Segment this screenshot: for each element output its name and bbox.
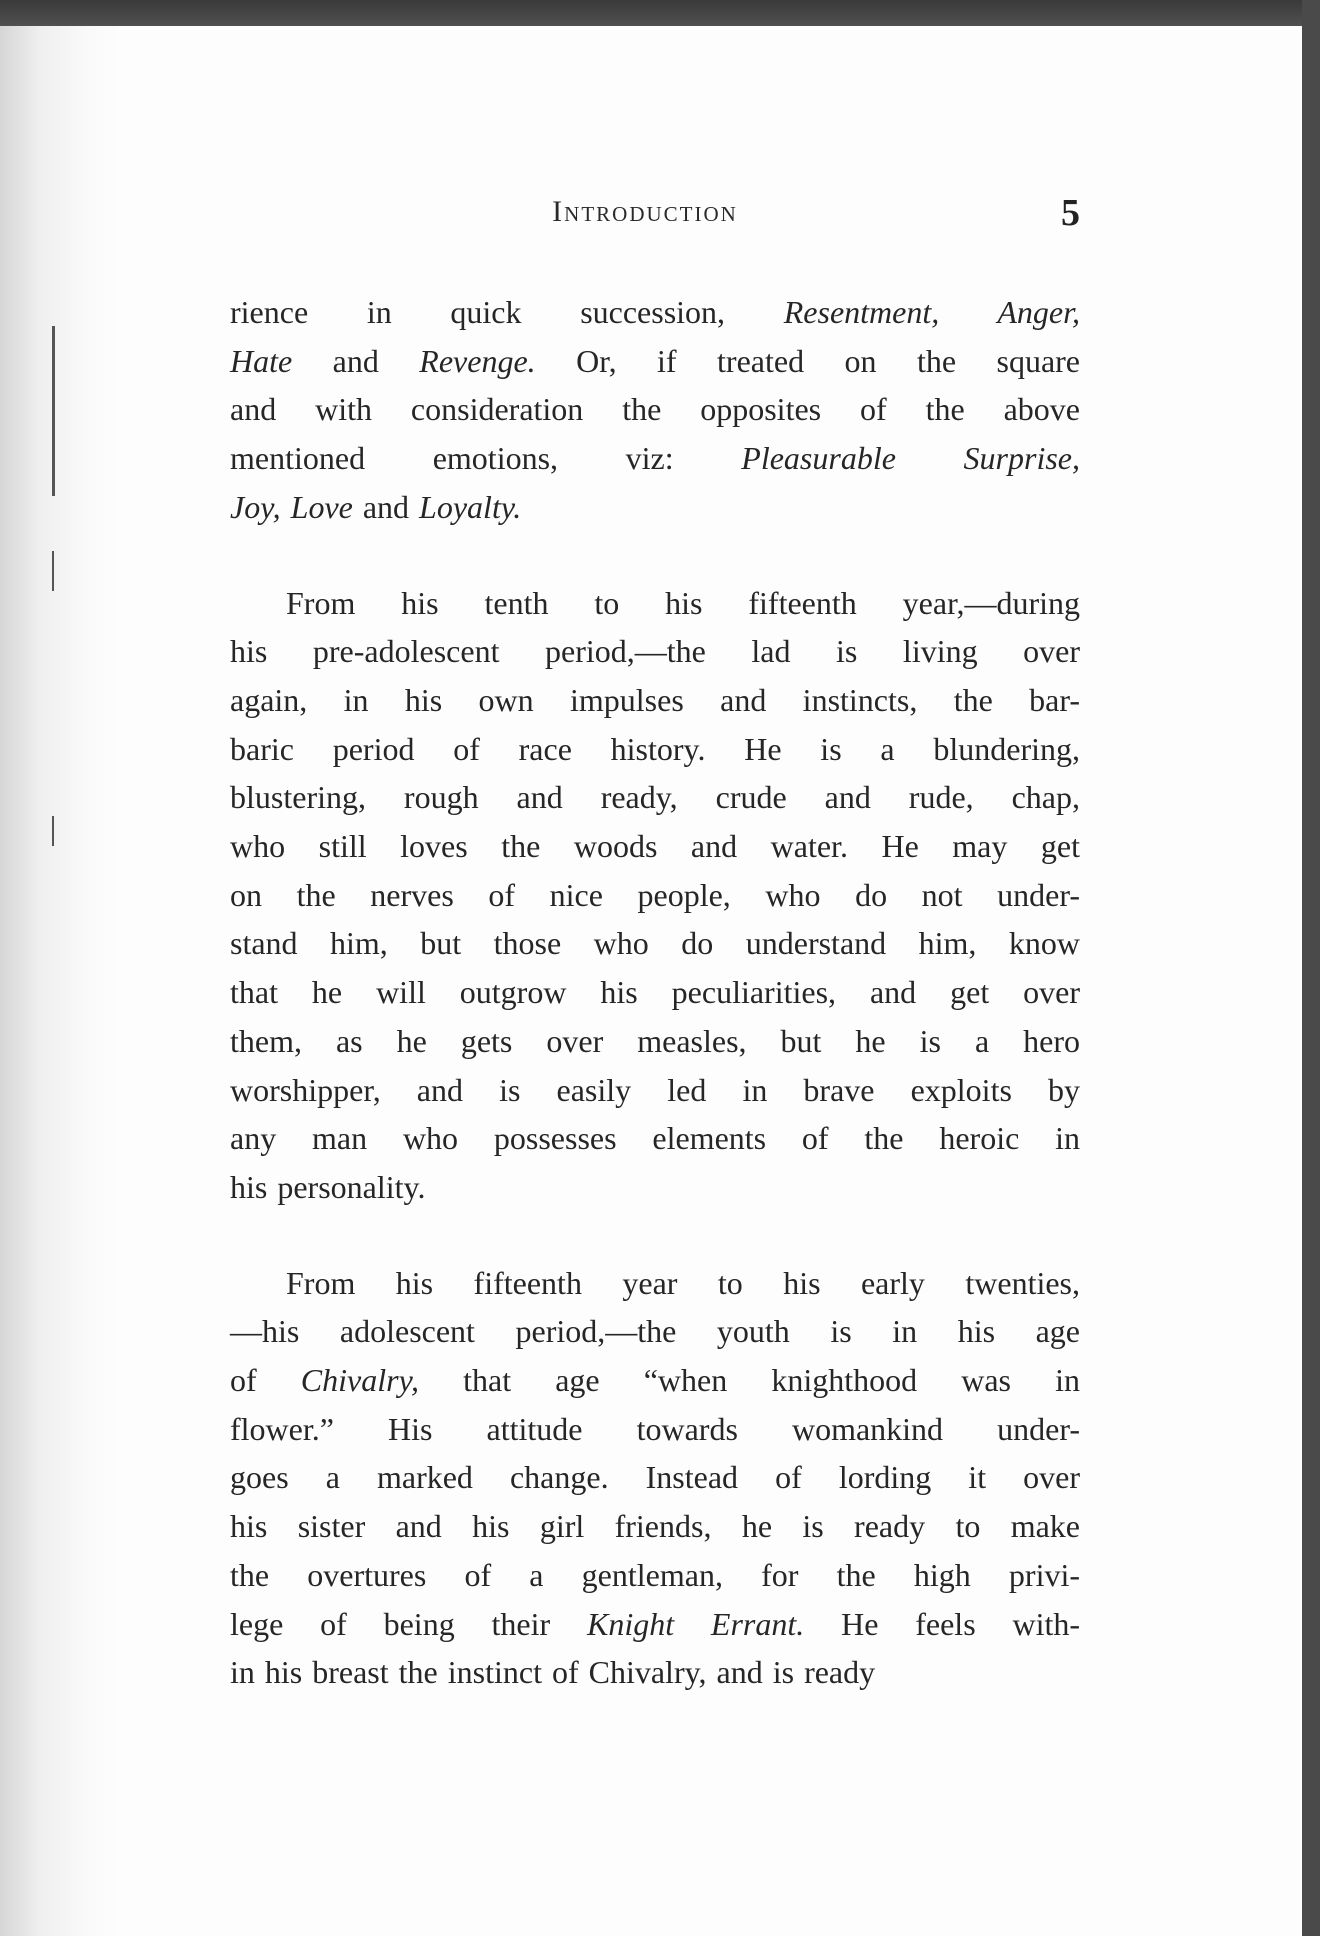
text-run: any man who possesses elements of the heroic in: [230, 1120, 1080, 1157]
text-run: that he will outgrow his peculiarities, and get over: [230, 974, 1080, 1011]
text-run: who still loves the woods and water. He may get: [230, 828, 1080, 865]
text-line: [230, 483, 1080, 532]
text-run: and: [292, 342, 420, 379]
scan-background-right: [1302, 0, 1320, 1936]
text-line: [230, 385, 1080, 434]
text-run: flower.” His attitude towards womankind under-: [230, 1410, 1080, 1447]
text-run: lege of being their: [230, 1605, 587, 1642]
text-run: and: [352, 488, 420, 525]
page-gutter: [0, 26, 120, 1936]
paragraph-gap: [230, 1212, 1080, 1259]
text-line: [230, 1017, 1080, 1066]
text-line: [230, 337, 1080, 386]
text-run: the overtures of a gentleman, for the high privi-: [230, 1556, 1080, 1593]
paragraph: [230, 288, 1080, 532]
italic-emphasis: Revenge.: [419, 342, 536, 379]
text-run: mentioned emotions, viz:: [230, 440, 742, 477]
italic-emphasis: Pleasurable Surprise,: [741, 440, 1081, 477]
text-run: stand him, but those who do understand him, know: [230, 925, 1080, 962]
text-run: and with consideration the opposites of the above: [230, 391, 1080, 428]
text-line: [230, 579, 1080, 628]
running-head: [230, 191, 1080, 243]
italic-emphasis: Resentment, Anger,: [783, 294, 1081, 330]
text-run: his personality.: [230, 1168, 426, 1205]
binding-shadow-mark: [52, 816, 54, 846]
italic-emphasis: Hate: [230, 342, 293, 379]
text-run: From his fifteenth year to his early twenties,: [286, 1264, 1080, 1301]
text-run: again, in his own impulses and instincts, the bar-: [230, 681, 1080, 718]
text-line: [230, 1648, 1080, 1697]
text-line: [230, 725, 1080, 774]
text-run: of: [230, 1362, 301, 1399]
text-line: [230, 1551, 1080, 1600]
text-run: them, as he gets over measles, but he is a hero: [230, 1022, 1080, 1059]
text-line: [230, 822, 1080, 871]
text-line: [230, 871, 1080, 920]
binding-shadow-mark: [52, 326, 55, 496]
text-line: [230, 676, 1080, 725]
text-run: From his tenth to his fifteenth year,—during: [286, 584, 1080, 621]
italic-emphasis: Knight Errant.: [586, 1605, 805, 1642]
text-line: [230, 1259, 1080, 1308]
text-line: [230, 773, 1080, 822]
page-number: 5: [1061, 192, 1080, 234]
text-run: He feels with-: [804, 1605, 1081, 1642]
text-line: [230, 1356, 1080, 1405]
text-run: in his breast the instinct of Chivalry, and is ready: [230, 1654, 876, 1691]
paragraph-gap: [230, 532, 1080, 579]
text-run: baric period of race history. He is a blundering,: [230, 730, 1080, 767]
text-run: his sister and his girl friends, he is ready to make: [230, 1508, 1080, 1545]
italic-emphasis: Loyalty.: [419, 488, 522, 525]
text-run: —his adolescent period,—the youth is in his age: [230, 1313, 1080, 1350]
text-line: [230, 434, 1080, 483]
text-run: on the nerves of nice people, who do not under-: [230, 876, 1080, 913]
text-run: Or, if treated on the square: [535, 342, 1081, 379]
text-line: [230, 1405, 1080, 1454]
text-run: worshipper, and is easily led in brave exploits by: [230, 1071, 1080, 1108]
text-run: blustering, rough and ready, crude and rude, chap,: [230, 779, 1080, 816]
italic-emphasis: Joy, Love: [230, 488, 353, 525]
running-head-title: Introduction: [552, 195, 738, 228]
text-line: [230, 968, 1080, 1017]
italic-emphasis: Chivalry,: [300, 1362, 419, 1399]
text-line: [230, 1453, 1080, 1502]
text-line: [230, 1502, 1080, 1551]
text-line: [230, 627, 1080, 676]
body-text: [230, 288, 1080, 1697]
text-run: that age “when knighthood was in: [419, 1362, 1081, 1399]
text-line: [230, 1163, 1080, 1212]
text-line: [230, 919, 1080, 968]
text-run: his pre-adolescent period,—the lad is living over: [230, 633, 1080, 670]
paragraph: [230, 579, 1080, 1212]
text-run: goes a marked change. Instead of lording it over: [230, 1459, 1080, 1496]
text-line: [230, 1600, 1080, 1649]
text-line: [230, 288, 1080, 337]
text-run: rience in quick succession,: [230, 294, 784, 330]
text-line: [230, 1114, 1080, 1163]
paragraph: [230, 1259, 1080, 1697]
binding-shadow-mark: [52, 551, 54, 591]
text-line: [230, 1307, 1080, 1356]
text-line: [230, 1066, 1080, 1115]
